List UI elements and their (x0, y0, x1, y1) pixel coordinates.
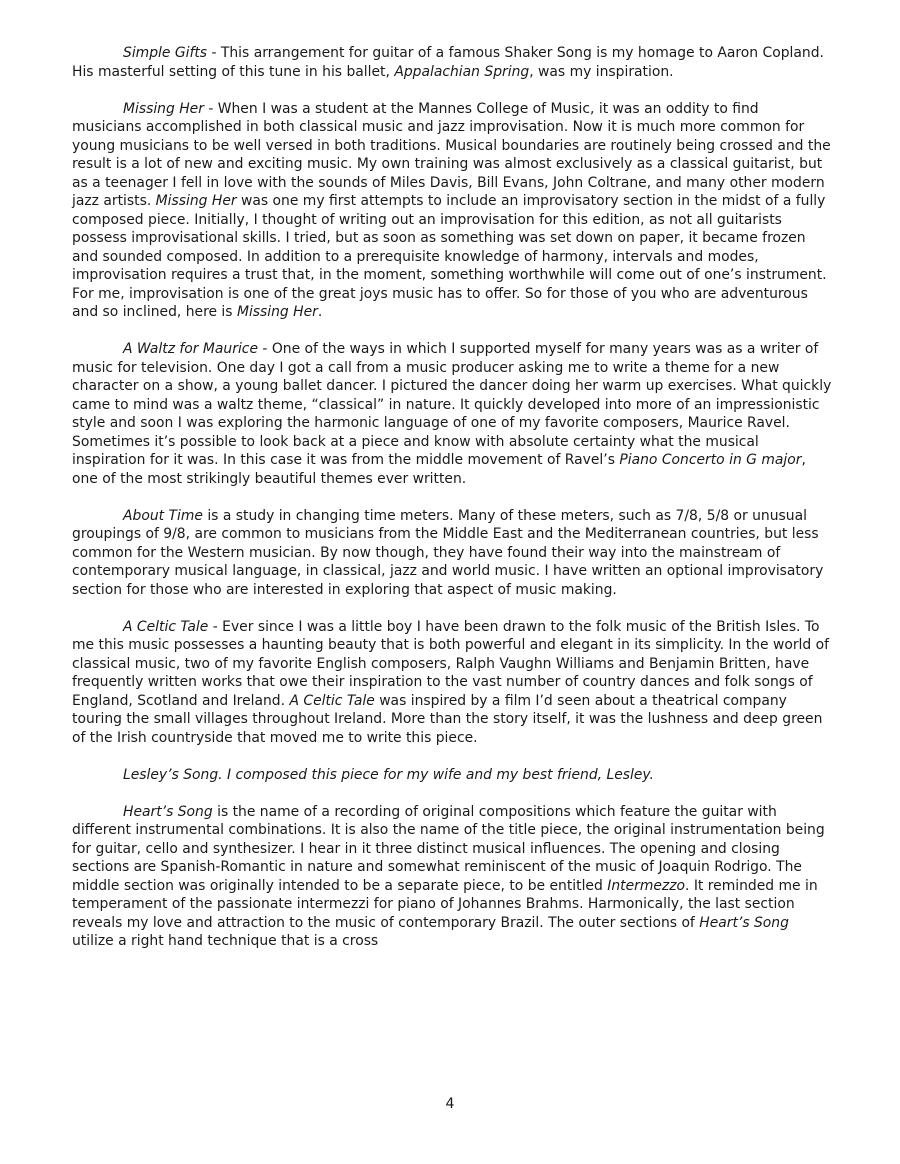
paragraph-text: . It reminded me in temperament of the passionate intermezzi for piano of Johannes Brahms. Harmonically, the last section reveals my love and attraction to the music of contemporary Brazil. The outer sections of (72, 877, 818, 931)
piece-title: About Time (123, 507, 203, 524)
piece-title: A Celtic Tale (123, 618, 209, 635)
paragraph-missing-her (72, 100, 832, 322)
paragraph-text: was inspired by a film I’d seen about a theatrical company touring the small villages throughout Ireland. More than the story itself, it was the lushness and deep green of the Irish countryside that moved me to write this piece. (72, 692, 823, 746)
piece-title: Simple Gifts (123, 45, 208, 61)
paragraph-text: , one of the most strikingly beautiful themes ever written. (72, 452, 806, 487)
paragraph-simple-gifts (72, 44, 832, 81)
paragraph-text: - One of the ways in which I supported myself for many years was as a writer of music for television. One day I got a call from a music producer asking me to write a theme for a new character on a show, a young ballet dancer. I pictured the dancer doing her warm up exercises. What quickly came to mind was a waltz theme, “classical” in nature. It quickly developed into more of an impressionistic style and soon I was exploring the harmonic language of one of my favorite composers, Maurice Ravel. Sometimes it’s possible to look back at a piece and know with absolute certainty what the musical inspiration for it was. In this case it was from the middle movement of Ravel’s (72, 341, 832, 468)
paragraph-hearts-song (72, 803, 832, 951)
paragraph-text: is a study in changing time meters. Many of these meters, such as 7/8, 5/8 or unusual groupings of 9/8, are common to musicians from the Middle East and the Mediterranean countries, but less common for the Western musician. By now though, they have found their way into the mainstream of contemporary musical language, in classical, jazz and world music. I have written an optional improvisatory section for those who are interested in exploring that aspect of music making. (72, 507, 824, 598)
piece-title: Lesley’s Song. I composed this piece for my wife and my best friend, Lesley. (123, 766, 654, 783)
work-title: Heart’s Song (699, 914, 789, 931)
paragraph-text: , was my inspiration. (529, 63, 674, 80)
piece-title: Heart’s Song (123, 803, 213, 820)
work-title: Intermezzo (607, 877, 685, 894)
work-title: A Celtic Tale (289, 692, 375, 709)
piece-title: A Waltz for Maurice (123, 341, 258, 357)
document-body (72, 44, 832, 969)
paragraph-text: is the name of a recording of original compositions which feature the guitar with different instrumental combinations. It is also the name of the title piece, the original instrumentation being for guitar, cello and synthesizer. I hear in it three distinct musical influences. The opening and closing sections are Spanish-Romantic in nature and somewhat reminiscent of the music of Joaquin Rodrigo. The middle section was originally intended to be a separate piece, to be entitled (72, 803, 825, 894)
paragraph-text: - Ever since I was a little boy I have been drawn to the folk music of the British Isles. To me this music possesses a haunting beauty that is both powerful and elegant in its simplicity. In the world of classical music, two of my favorite English composers, Ralph Vaughn Williams and Benjamin Britten, have frequently written works that owe their inspiration to the vast number of country dances and folk songs of England, Scotland and Ireland. (72, 618, 830, 709)
paragraph-text: . (317, 304, 323, 320)
work-title: Appalachian Spring (394, 63, 530, 80)
paragraph-about-time (72, 507, 832, 600)
paragraph-text: - When I was a student at the Mannes College of Music, it was an oddity to find musicians accomplished in both classical music and jazz improvisation. Now it is much more common for young musicians to be well versed in both traditions. Musical boundaries are routinely being crossed and the result is a lot of new and exciting music. My own training was almost exclusively as a classical guitarist, but as a teenager I fell in love with the sounds of Miles Davis, Bill Evans, John Coltrane, and many other modern jazz artists. (72, 100, 831, 209)
paragraph-text: was one my first attempts to include an improvisatory section in the midst of a fully composed piece. Initially, I thought of writing out an improvisation for this edition, as not all guitarists possess improvisational skills. I tried, but as soon as something was set down on paper, it became frozen and sounded composed. In addition to a prerequisite knowledge of harmony, intervals and modes, improvisation requires a trust that, in the moment, something worthwhile will come out of one’s instrument. For me, improvisation is one of the great joys music has to offer. So for those of you who are adventurous and so inclined, here is (72, 193, 827, 320)
paragraph-text: utilize a right hand technique that is a cross (72, 933, 379, 949)
piece-title: Missing Her (123, 100, 204, 117)
page-number: 4 (445, 1096, 455, 1112)
paragraph-text: - This arrangement for guitar of a famous Shaker Song is my homage to Aaron Copland. His masterful setting of this tune in his ballet, (72, 45, 824, 80)
work-title: Piano Concerto in G major (619, 452, 802, 468)
work-title: Missing Her (236, 304, 318, 320)
paragraph-lesleys-song (72, 766, 832, 785)
work-title: Missing Her (155, 193, 237, 209)
paragraph-waltz-for-maurice (72, 340, 832, 488)
paragraph-celtic-tale (72, 618, 832, 748)
